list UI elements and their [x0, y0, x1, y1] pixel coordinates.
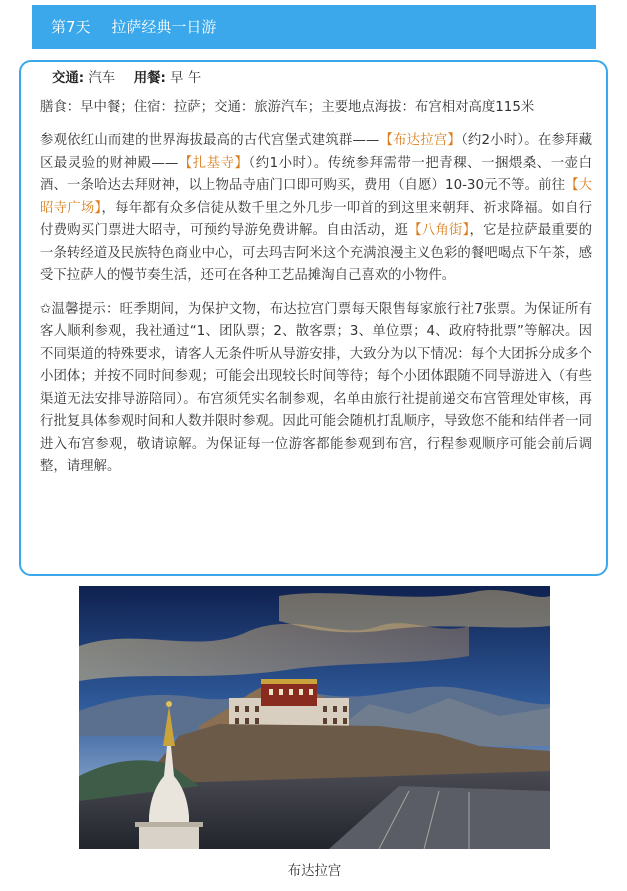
highlight-zhaji: 【扎基寺】 — [178, 155, 249, 171]
meal-label: 用餐: — [133, 71, 166, 86]
highlight-jokhang-square: 【大昭寺广场】 — [40, 178, 592, 216]
itinerary-paragraph — [40, 130, 592, 288]
itinerary-box — [19, 60, 608, 576]
itinerary-text-2: （约2小时）。在参拜藏区最灵验的财神殿—— — [40, 133, 593, 171]
itinerary-text-1: 参观依红山而建的世界海拔最高的古代宫堡式建筑群—— — [40, 133, 380, 148]
day-title: 拉萨经典一日游 — [111, 18, 217, 36]
itinerary-text-3: （约1小时）。传统参拜需带一把青稞、一捆煨桑、一壶白酒、一条哈达去拜财神，以上物品寺庙门口即可购买，费用（自愿）10-30元不等。前往 — [40, 155, 593, 193]
highlight-potala: 【布达拉宫】 — [379, 133, 462, 148]
tips-paragraph: ✩温馨提示：旺季期间，为保护文物，布达拉宫门票每天限售每家旅行社7张票。为保证所有客人顺利参观，我社通过“1、团队票；2、散客票；3、单位票；4、政府特批票”等解决。因不同渠道的特殊要求，请客人无条件听从导游安排，大致分为以下情况：每个大团拆分成多个小团体；并按不同时间参观；可能会出现较长时间等待；每个小团体跟随不同导游进入（有些渠道无法安排导游陪同）。布宫须凭实名制参观，名单由旅行社提前递交布宫管理处审核，再行批复具体参观时间和人数并限时参观。因此可能会随机打乱顺序，导致您不能和结伴者一同进入布宫参观，敬请谅解。为保证每一位游客都能参观到布宫，行程参观顺序可能会前后调整，请理解。 — [40, 301, 592, 474]
meta-line — [40, 68, 592, 91]
potala-photo — [79, 586, 550, 849]
itinerary-text-4: ，每年都有众多信徒从数千里之外几步一叩首的到这里来朝拜、祈求降福。如自行付费购买门票进大昭寺，可预约导游免费讲解。自由活动，逛 — [40, 200, 592, 238]
transport-value: 汽车 — [88, 71, 116, 86]
summary-line: 膳食：早中餐；住宿：拉萨；交通：旅游汽车；主要地点海拔：布宫相对高度115米 — [40, 99, 535, 115]
transport-label: 交通: — [52, 71, 85, 86]
highlight-barkhor: 【八角街】 — [408, 223, 470, 238]
meal-value: 早 午 — [170, 71, 202, 86]
photo-caption: 布达拉宫 — [287, 864, 342, 879]
day-number: 第7天 — [51, 18, 91, 36]
itinerary-text-5: ，它是拉萨最重要的一条转经道及民族特色商业中心，可去玛吉阿米这个充满浪漫主义色彩的餐吧喝点下午茶，感受下拉萨人的慢节奏生活，还可在各种工艺品摊淘自己喜欢的小物件。 — [40, 223, 592, 283]
potala-photo-illustration — [79, 586, 550, 849]
day-header — [32, 5, 596, 49]
